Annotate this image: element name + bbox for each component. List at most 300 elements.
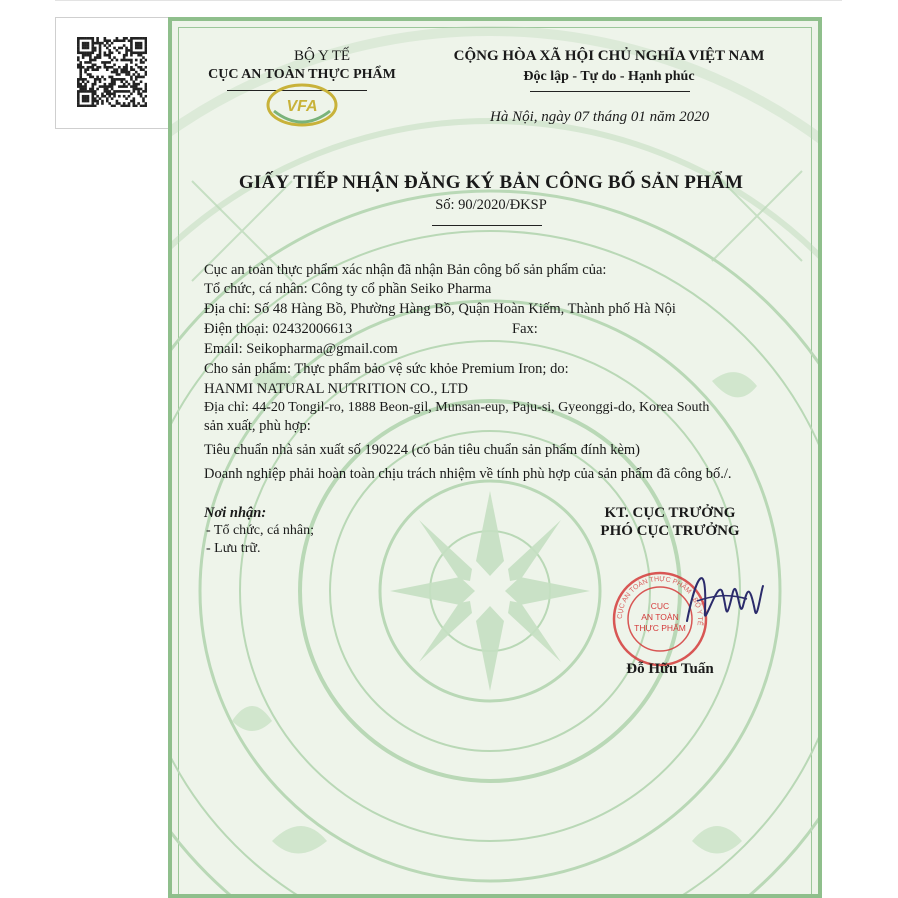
qr-module [84, 42, 87, 45]
qr-module [82, 90, 85, 93]
qr-module [104, 37, 107, 40]
qr-module [104, 39, 107, 42]
qr-module [91, 59, 94, 62]
qr-module [120, 78, 123, 81]
qr-module [123, 95, 126, 98]
qr-module [106, 90, 109, 93]
qr-module [104, 51, 107, 54]
qr-module [101, 61, 104, 64]
qr-module [140, 44, 143, 47]
qr-module [79, 73, 82, 76]
qr-module [128, 71, 131, 74]
qr-module [82, 105, 85, 107]
qr-module [118, 39, 121, 42]
qr-module [111, 85, 114, 88]
qr-module [108, 90, 111, 93]
qr-module [145, 51, 147, 54]
qr-module [94, 42, 97, 45]
qr-module [108, 76, 111, 79]
qr-module [104, 85, 107, 88]
qr-module [135, 59, 138, 62]
qr-module [123, 68, 126, 71]
qr-module [101, 93, 104, 96]
qr-module [77, 102, 80, 105]
qr-code-icon [77, 37, 147, 107]
qr-module [142, 37, 145, 40]
signer-title: KT. CỤC TRƯỞNG [604, 505, 736, 521]
recipient-item: - Lưu trữ. [206, 541, 261, 556]
qr-module [77, 105, 80, 107]
qr-module [89, 105, 92, 107]
qr-module [104, 54, 107, 57]
qr-module [128, 59, 131, 62]
qr-module [108, 83, 111, 86]
qr-module [104, 83, 107, 86]
qr-module [111, 78, 114, 81]
qr-module [140, 47, 143, 50]
body-line-standard: Tiêu chuẩn nhà sản xuất số 190224 (có bản tiêu chuẩn sản phẩm đính kèm) [204, 442, 640, 458]
qr-module [82, 85, 85, 88]
top-divider [55, 0, 842, 1]
qr-module [89, 51, 92, 54]
qr-module [89, 73, 92, 76]
qr-module [120, 47, 123, 50]
qr-module [82, 47, 85, 50]
body-line-intro: Cục an toàn thực phẩm xác nhận đã nhận Bản công bố sản phẩm của: [204, 262, 607, 278]
qr-module [142, 105, 145, 107]
qr-module [94, 56, 97, 59]
qr-module [123, 54, 126, 57]
qr-module [104, 44, 107, 47]
qr-module [79, 66, 82, 69]
qr-module [113, 78, 116, 81]
qr-module [106, 88, 109, 91]
qr-module [108, 54, 111, 57]
qr-module [125, 49, 128, 52]
qr-module [145, 102, 147, 105]
qr-module [87, 90, 90, 93]
qr-module [89, 56, 92, 59]
right-header-rule [530, 91, 690, 92]
qr-module [120, 90, 123, 93]
qr-module [137, 83, 140, 86]
qr-module [89, 66, 92, 69]
qr-module [96, 95, 99, 98]
qr-module [104, 61, 107, 64]
qr-module [84, 88, 87, 91]
qr-module [96, 56, 99, 59]
qr-module [135, 88, 138, 91]
qr-module [84, 100, 87, 103]
qr-module [111, 51, 114, 54]
qr-module [108, 49, 111, 52]
qr-module [82, 97, 85, 100]
qr-module [118, 73, 121, 76]
qr-module [82, 37, 85, 40]
qr-module [94, 93, 97, 96]
qr-module [120, 71, 123, 74]
qr-module [116, 59, 119, 62]
qr-module [125, 80, 128, 83]
qr-module [106, 93, 109, 96]
qr-module [91, 44, 94, 47]
qr-module [120, 68, 123, 71]
qr-module [118, 95, 121, 98]
qr-module [113, 71, 116, 74]
qr-module [142, 76, 145, 79]
qr-module [120, 59, 123, 62]
qr-module [108, 95, 111, 98]
qr-module [130, 37, 133, 40]
qr-module [96, 66, 99, 69]
qr-module [77, 83, 80, 86]
qr-module [106, 42, 109, 45]
qr-module [99, 97, 102, 100]
qr-module [133, 105, 136, 107]
qr-module [133, 37, 136, 40]
qr-module [99, 44, 102, 47]
qr-module [145, 49, 147, 52]
qr-thumbnail[interactable] [55, 17, 169, 129]
qr-module [84, 61, 87, 64]
qr-module [130, 42, 133, 45]
qr-module [99, 78, 102, 81]
qr-module [116, 102, 119, 105]
qr-module [120, 85, 123, 88]
qr-module [96, 68, 99, 71]
qr-module [79, 83, 82, 86]
qr-module [91, 42, 94, 45]
qr-module [91, 83, 94, 86]
qr-module [77, 39, 80, 42]
qr-module [123, 39, 126, 42]
qr-module [79, 85, 82, 88]
qr-module [108, 85, 111, 88]
qr-module [108, 102, 111, 105]
body-line-product: Cho sản phẩm: Thực phẩm bảo vệ sức khỏe Premium Iron; do: [204, 361, 569, 377]
qr-module [125, 37, 128, 40]
qr-module [79, 68, 82, 71]
qr-module [77, 42, 80, 45]
qr-module [137, 73, 140, 76]
qr-module [125, 59, 128, 62]
qr-module [77, 64, 80, 67]
body-line-phone: Điện thoại: 02432006613 [204, 321, 353, 337]
qr-module [140, 51, 143, 54]
body-line-fax: Fax: [512, 321, 538, 337]
qr-module [125, 97, 128, 100]
qr-module [116, 73, 119, 76]
qr-module [130, 39, 133, 42]
qr-module [113, 47, 116, 50]
qr-module [130, 61, 133, 64]
qr-module [140, 59, 143, 62]
qr-module [123, 66, 126, 69]
qr-module [91, 47, 94, 50]
qr-module [137, 76, 140, 79]
qr-module [128, 73, 131, 76]
qr-module [145, 95, 147, 98]
qr-module [116, 71, 119, 74]
qr-module [89, 61, 92, 64]
qr-module [125, 51, 128, 54]
qr-module [116, 37, 119, 40]
qr-module [87, 68, 90, 71]
qr-module [118, 66, 121, 69]
body-line-manufacturer: HANMI NATURAL NUTRITION CO., LTD [204, 381, 468, 397]
qr-module [84, 71, 87, 74]
qr-module [94, 100, 97, 103]
qr-module [94, 78, 97, 81]
qr-module [111, 83, 114, 86]
svg-text:CỤC: CỤC [650, 601, 670, 611]
qr-module [82, 80, 85, 83]
qr-module [145, 90, 147, 93]
qr-module [142, 56, 145, 59]
qr-module [135, 76, 138, 79]
qr-module [99, 56, 102, 59]
qr-module [84, 44, 87, 47]
qr-module [84, 51, 87, 54]
qr-module [130, 76, 133, 79]
qr-module [82, 44, 85, 47]
qr-module [82, 66, 85, 69]
qr-module [96, 88, 99, 91]
qr-module [108, 51, 111, 54]
qr-module [137, 88, 140, 91]
qr-module [106, 100, 109, 103]
qr-module [145, 44, 147, 47]
qr-module [113, 39, 116, 42]
qr-module [84, 85, 87, 88]
qr-module [94, 68, 97, 71]
qr-module [135, 64, 138, 67]
qr-module [87, 37, 90, 40]
qr-module [108, 66, 111, 69]
qr-module [79, 105, 82, 107]
qr-module [128, 83, 131, 86]
qr-module [111, 76, 114, 79]
qr-module [104, 95, 107, 98]
qr-module [135, 83, 138, 86]
qr-module [84, 83, 87, 86]
qr-module [87, 51, 90, 54]
qr-module [79, 64, 82, 67]
qr-module [87, 47, 90, 50]
qr-module [79, 78, 82, 81]
qr-module [123, 44, 126, 47]
qr-module [113, 64, 116, 67]
qr-module [108, 39, 111, 42]
qr-module [113, 56, 116, 59]
qr-module [89, 37, 92, 40]
svg-text:VFA: VFA [286, 98, 318, 115]
qr-module [128, 39, 131, 42]
qr-module [84, 90, 87, 93]
qr-module [130, 85, 133, 88]
qr-module [128, 102, 131, 105]
qr-module [118, 78, 121, 81]
qr-module [82, 95, 85, 98]
qr-module [145, 59, 147, 62]
qr-module [130, 47, 133, 50]
qr-module [111, 80, 114, 83]
qr-module [77, 51, 80, 54]
svg-text:THỰC PHẨM: THỰC PHẨM [634, 623, 686, 633]
handwritten-signature [677, 551, 767, 641]
qr-module [91, 97, 94, 100]
qr-module [130, 68, 133, 71]
body-line-responsibility: Doanh nghiệp phải hoàn toàn chịu trách nhiệm về tính phù hợp của sản phẩm đã công bố./. [204, 466, 732, 482]
qr-module [125, 64, 128, 67]
issue-date: Hà Nội, ngày 07 tháng 01 năm 2020 [490, 109, 710, 125]
qr-module [91, 95, 94, 98]
qr-module [133, 90, 136, 93]
qr-module [137, 51, 140, 54]
qr-module [108, 61, 111, 64]
qr-module [111, 42, 114, 45]
qr-module [82, 78, 85, 81]
qr-module [145, 42, 147, 45]
qr-module [125, 54, 128, 57]
qr-module [99, 42, 102, 45]
qr-module [82, 100, 85, 103]
qr-module [99, 66, 102, 69]
qr-module [84, 78, 87, 81]
qr-module [106, 66, 109, 69]
qr-module [123, 90, 126, 93]
qr-module [84, 68, 87, 71]
qr-module [133, 68, 136, 71]
qr-module [140, 61, 143, 64]
qr-module [137, 42, 140, 45]
qr-module [99, 80, 102, 83]
qr-module [99, 51, 102, 54]
qr-module [101, 42, 104, 45]
qr-module [135, 44, 138, 47]
signer-name: Đỗ Hữu Tuấn [626, 661, 714, 677]
qr-module [77, 95, 80, 98]
qr-module [125, 73, 128, 76]
body-line-email: Email: Seikopharma@gmail.com [204, 341, 398, 357]
qr-module [116, 90, 119, 93]
qr-module [89, 90, 92, 93]
qr-module [123, 85, 126, 88]
bronze-drum-watermark [172, 21, 822, 898]
qr-module [140, 88, 143, 91]
qr-module [145, 88, 147, 91]
qr-module [104, 88, 107, 91]
qr-module [91, 93, 94, 96]
qr-module [82, 51, 85, 54]
qr-module [87, 97, 90, 100]
qr-module [111, 59, 114, 62]
qr-module [91, 68, 94, 71]
qr-module [77, 85, 80, 88]
qr-module [106, 39, 109, 42]
qr-module [118, 85, 121, 88]
qr-module [130, 49, 133, 52]
qr-module [91, 76, 94, 79]
qr-module [108, 93, 111, 96]
qr-module [91, 66, 94, 69]
qr-module [99, 85, 102, 88]
qr-module [77, 97, 80, 100]
qr-module [125, 47, 128, 50]
qr-module [77, 47, 80, 50]
qr-module [137, 102, 140, 105]
qr-module [140, 37, 143, 40]
vfa-logo-icon [264, 81, 340, 129]
country-name: CỘNG HÒA XÃ HỘI CHỦ NGHĨA VIỆT NAM [453, 48, 765, 64]
qr-module [87, 61, 90, 64]
qr-module [106, 54, 109, 57]
qr-module [140, 105, 143, 107]
qr-module [91, 90, 94, 93]
recipients-title: Nơi nhận: [204, 505, 267, 521]
qr-module [99, 49, 102, 52]
qr-module [130, 51, 133, 54]
title-rule [432, 225, 542, 226]
ministry-name: BỘ Y TẾ [293, 48, 351, 64]
qr-module [108, 44, 111, 47]
qr-module [140, 42, 143, 45]
qr-module [91, 64, 94, 67]
qr-module [120, 80, 123, 83]
qr-module [82, 54, 85, 57]
qr-module [106, 85, 109, 88]
qr-module [133, 88, 136, 91]
body-line-manufacturer-address: Địa chỉ: 44-20 Tongil-ro, 1888 Beon-gil, Munsan-eup, Paju-si, Gyeonggi-do, Korea South [204, 400, 710, 415]
qr-module [113, 93, 116, 96]
qr-module [130, 93, 133, 96]
qr-module [91, 102, 94, 105]
qr-module [145, 105, 147, 107]
qr-module [106, 97, 109, 100]
qr-module [123, 59, 126, 62]
qr-module [84, 105, 87, 107]
qr-module [82, 88, 85, 91]
qr-module [108, 56, 111, 59]
qr-module [137, 47, 140, 50]
qr-module [101, 85, 104, 88]
qr-module [96, 37, 99, 40]
qr-module [89, 76, 92, 79]
qr-module [77, 100, 80, 103]
qr-module [91, 49, 94, 52]
qr-module [133, 97, 136, 100]
qr-module [135, 71, 138, 74]
qr-module [125, 105, 128, 107]
qr-module [96, 42, 99, 45]
qr-module [123, 56, 126, 59]
qr-module [94, 80, 97, 83]
qr-module [145, 73, 147, 76]
qr-module [137, 93, 140, 96]
qr-module [113, 90, 116, 93]
qr-module [116, 68, 119, 71]
qr-module [87, 80, 90, 83]
qr-module [87, 66, 90, 69]
qr-module [87, 54, 90, 57]
qr-module [145, 85, 147, 88]
qr-module [135, 78, 138, 81]
qr-module [120, 105, 123, 107]
qr-module [82, 42, 85, 45]
qr-module [106, 47, 109, 50]
qr-module [113, 95, 116, 98]
qr-module [99, 47, 102, 50]
